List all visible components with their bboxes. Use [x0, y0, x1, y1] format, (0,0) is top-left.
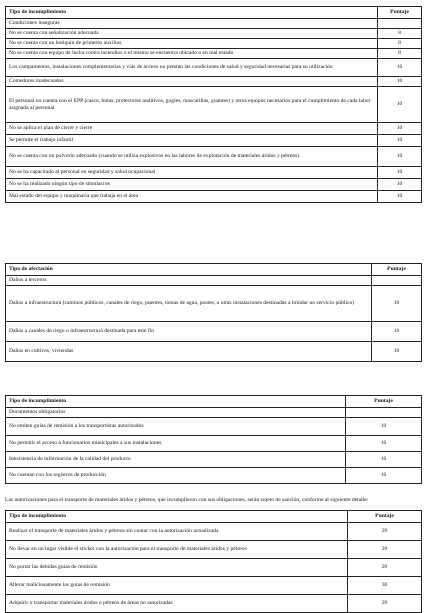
row-description: No permitir el acceso a funcionarios municipales a sus instalaciones [6, 436, 346, 452]
row-points [346, 408, 422, 418]
row-points: 30 [348, 577, 422, 595]
row-description: Daños a terceros [6, 276, 372, 286]
table-row [6, 167, 422, 179]
row-description: Adquirir o transportar materiales áridos o pétreos de áreas no autorizadas [6, 595, 348, 613]
column-header-tipo: Tipo de incumplimiento [6, 511, 348, 523]
row-points: 10 [378, 77, 422, 87]
row-description: No se cuenta con un botiquín de primeros auxilios [6, 39, 378, 49]
row-description: Daños en cultivos, viviendas [6, 342, 372, 362]
row-points: 10 [378, 147, 422, 167]
row-points: 10 [346, 436, 422, 452]
row-points: 10 [378, 87, 422, 123]
table-row [6, 523, 422, 541]
table-header-row [6, 511, 422, 523]
row-points [378, 19, 422, 29]
row-description: No portar las debidas guías de remisión [6, 559, 348, 577]
column-header-tipo: Tipo de incumplimiento [6, 7, 378, 19]
table-row [6, 559, 422, 577]
column-header-puntaje: Puntaje [372, 264, 422, 276]
row-description: Inexistencia de información de la calidad del producto [6, 452, 346, 468]
row-description: No emiten guías de remisión a los transportistas autorizados [6, 418, 346, 436]
row-points: 10 [346, 452, 422, 468]
row-points: 20 [348, 523, 422, 541]
column-header-tipo: Tipo de incumplimiento [6, 396, 346, 408]
row-description: No cuentan con los registros de producción [6, 468, 346, 484]
row-description: No se cuenta con equipo de lucha contra incendios o el mismo se encuentra ubicado o en mal estado [6, 49, 378, 59]
row-description: Documentos obligatorios [6, 408, 346, 418]
table-row [6, 59, 422, 77]
row-description: Comedores inadecuados [6, 77, 378, 87]
table-row [6, 418, 422, 436]
row-points: 10 [378, 123, 422, 135]
row-description: Mal estado del equipo y maquinaria que trabaja en el área [6, 191, 378, 203]
table-row [6, 77, 422, 87]
row-points: 8 [378, 39, 422, 49]
table-row [6, 408, 422, 418]
table-row [6, 276, 422, 286]
table-row [6, 436, 422, 452]
afectacion-table [5, 263, 422, 362]
table-row [6, 179, 422, 191]
table-row [6, 322, 422, 342]
row-points: 10 [378, 167, 422, 179]
table-row [6, 87, 422, 123]
transport-sanction-paragraph: Las autorizaciones para el transporte de materiales áridos y pétreos, que incumplieron con sus obligaciones, serán sujeto de sanción, conforme al siguiente detalle: [5, 497, 369, 503]
row-points: 10 [346, 468, 422, 484]
row-description: No se cuenta con señalización adecuada [6, 29, 378, 39]
table-row [6, 49, 422, 59]
table-row [6, 595, 422, 613]
column-header-puntaje: Puntaje [346, 396, 422, 408]
table-row [6, 577, 422, 595]
table-row [6, 135, 422, 147]
table-row [6, 29, 422, 39]
row-description: Realizar el transporte de materiales áridos y pétreos sin contar con la autorización actualizada [6, 523, 348, 541]
row-points: 10 [372, 322, 422, 342]
row-points: 10 [378, 59, 422, 77]
table-row [6, 286, 422, 322]
table-row [6, 541, 422, 559]
row-points: 10 [378, 135, 422, 147]
row-points [372, 276, 422, 286]
table-row [6, 452, 422, 468]
row-points: 20 [348, 541, 422, 559]
row-description: Daños a infraestructura (caminos públicos, canales de riego, puentes, tomas de agua, postes, u otras instalaciones destinadas a brindar un servicio público) [6, 286, 372, 322]
row-description: Alterar maliciosamente las guías de remisión [6, 577, 348, 595]
column-header-puntaje: Puntaje [378, 7, 422, 19]
table-header-row [6, 264, 422, 276]
row-points: 20 [348, 559, 422, 577]
row-points: 20 [348, 595, 422, 613]
row-description: No se aplica el plan de cierre y cierre [6, 123, 378, 135]
column-header-tipo: Tipo de afectación [6, 264, 372, 276]
row-points: 10 [378, 191, 422, 203]
row-points: 10 [372, 342, 422, 362]
row-points: 8 [378, 49, 422, 59]
table-row [6, 19, 422, 29]
table-header-row [6, 7, 422, 19]
documentos-table [5, 395, 422, 484]
row-description: El personal no cuenta con el EPP (casco, botas, protectores auditivos, gogles, mascarillas, guantes) y otros equipos necesarios para el cumplimiento de cada labor asignada al personal [6, 87, 378, 123]
table-header-row [6, 396, 422, 408]
column-header-puntaje: Puntaje [348, 511, 422, 523]
row-points: 8 [378, 29, 422, 39]
table-row [6, 123, 422, 135]
row-description: Daños a canales de riego o infraestructura destinada para este fin [6, 322, 372, 342]
table-row [6, 147, 422, 167]
row-description: Condiciones inseguras [6, 19, 378, 29]
table-row [6, 342, 422, 362]
table-row [6, 468, 422, 484]
row-points: 10 [378, 179, 422, 191]
row-description: No se ha capacitado al personal en seguridad y salud ocupacional [6, 167, 378, 179]
row-description: No se cuenta con un polvorín adecuado (cuando se utiliza explosivos en las labores de explotación de materiales áridos y pétreos). [6, 147, 378, 167]
table-row [6, 39, 422, 49]
row-description: Los campamentos, instalaciones complementarias y vías de acceso no prestan las condiciones de salud y seguridad necesarias para su utilización [6, 59, 378, 77]
row-points: 10 [372, 286, 422, 322]
row-description: Se permite el trabajo infantil [6, 135, 378, 147]
table-row [6, 191, 422, 203]
row-description: No se ha realizado ningún tipo de simulacros [6, 179, 378, 191]
transporte-table [5, 510, 422, 613]
row-points: 10 [346, 418, 422, 436]
incumplimiento-table [5, 6, 422, 203]
row-description: No llevar en un lugar visible el sticker con la autorización para el transporte de materiales áridos y pétreos [6, 541, 348, 559]
